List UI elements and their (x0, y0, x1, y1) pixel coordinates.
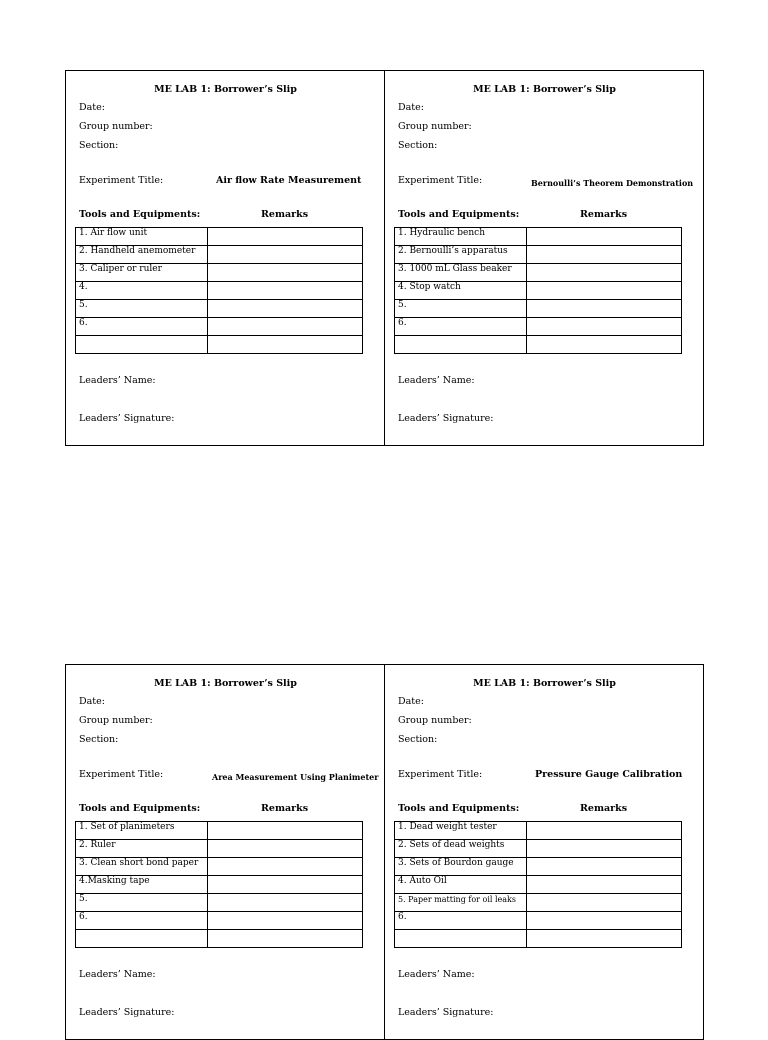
tools-label: Tools and Equipments: (79, 803, 201, 814)
group-number-label: Group number: (398, 121, 472, 132)
table-row (395, 840, 682, 858)
date-label: Date: (79, 696, 105, 707)
remarks-label: Remarks (580, 803, 628, 814)
equipment-item: 4. Auto Oil (395, 876, 527, 894)
remarks-cell (527, 318, 682, 336)
table-row (395, 246, 682, 264)
table-row (76, 228, 363, 246)
section-label: Section: (398, 140, 438, 151)
equipment-table (394, 821, 682, 948)
equipment-item: 2. Handheld anemometer (76, 246, 208, 264)
equipment-item (76, 930, 208, 948)
remarks-cell (208, 246, 363, 264)
remarks-cell (208, 300, 363, 318)
leaders-name-label: Leaders’ Name: (398, 969, 475, 980)
equipment-item: 5. (76, 894, 208, 912)
tools-label: Tools and Equipments: (398, 209, 520, 220)
experiment-title-value: Air flow Rate Measurement (216, 175, 362, 186)
equipment-item (395, 336, 527, 354)
date-label: Date: (398, 696, 424, 707)
equipment-table (394, 227, 682, 354)
table-row (395, 858, 682, 876)
remarks-cell (208, 822, 363, 840)
remarks-label: Remarks (261, 803, 309, 814)
leaders-signature-label: Leaders’ Signature: (398, 1007, 494, 1018)
remarks-cell (527, 822, 682, 840)
remarks-cell (208, 228, 363, 246)
remarks-cell (208, 282, 363, 300)
remarks-cell (208, 840, 363, 858)
table-row (395, 264, 682, 282)
table-row (395, 876, 682, 894)
table-row (76, 894, 363, 912)
experiment-title-value: Bernoulli’s Theorem Demonstration (531, 178, 694, 188)
remarks-cell (527, 282, 682, 300)
equipment-item: 5. Paper matting for oil leaks (395, 894, 527, 912)
equipment-item: 2. Sets of dead weights (395, 840, 527, 858)
equipment-item: 5. (76, 300, 208, 318)
table-row (76, 264, 363, 282)
table-row (76, 336, 363, 354)
remarks-cell (527, 894, 682, 912)
remarks-cell (527, 840, 682, 858)
slip-title: ME LAB 1: Borrower’s Slip (154, 84, 297, 95)
slip-sheet-top (65, 70, 704, 446)
slip-title: ME LAB 1: Borrower’s Slip (473, 84, 616, 95)
equipment-item: 2. Ruler (76, 840, 208, 858)
leaders-name-label: Leaders’ Name: (79, 969, 156, 980)
equipment-table (75, 227, 363, 354)
equipment-item: 6. (76, 912, 208, 930)
table-row (76, 282, 363, 300)
equipment-item: 4. Stop watch (395, 282, 527, 300)
remarks-cell (208, 912, 363, 930)
slip-sheet-bottom (65, 664, 704, 1040)
table-row (76, 822, 363, 840)
group-number-label: Group number: (79, 121, 153, 132)
remarks-cell (527, 858, 682, 876)
table-row (395, 912, 682, 930)
experiment-title-value: Area Measurement Using Planimeter (212, 772, 379, 782)
table-row (395, 336, 682, 354)
tools-label: Tools and Equipments: (398, 803, 520, 814)
table-row (76, 858, 363, 876)
equipment-item: 3. Clean short bond paper (76, 858, 208, 876)
section-label: Section: (79, 140, 119, 151)
table-row (76, 840, 363, 858)
remarks-cell (527, 246, 682, 264)
table-row (395, 282, 682, 300)
table-row (76, 930, 363, 948)
table-row (76, 876, 363, 894)
table-row (395, 228, 682, 246)
remarks-cell (527, 930, 682, 948)
tools-label: Tools and Equipments: (79, 209, 201, 220)
section-label: Section: (79, 734, 119, 745)
remarks-cell (527, 912, 682, 930)
leaders-name-label: Leaders’ Name: (79, 375, 156, 386)
equipment-item (395, 930, 527, 948)
table-row (76, 912, 363, 930)
group-number-label: Group number: (398, 715, 472, 726)
table-row (395, 930, 682, 948)
equipment-item: 1. Dead weight tester (395, 822, 527, 840)
equipment-item: 3. 1000 mL Glass beaker (395, 264, 527, 282)
equipment-table (75, 821, 363, 948)
borrowers-slip (66, 71, 385, 445)
remarks-label: Remarks (261, 209, 309, 220)
equipment-item: 1. Set of planimeters (76, 822, 208, 840)
date-label: Date: (398, 102, 424, 113)
leaders-signature-label: Leaders’ Signature: (398, 413, 494, 424)
equipment-item: 4. (76, 282, 208, 300)
table-row (395, 894, 682, 912)
leaders-name-label: Leaders’ Name: (398, 375, 475, 386)
remarks-cell (527, 228, 682, 246)
borrowers-slip (66, 665, 385, 1039)
remarks-label: Remarks (580, 209, 628, 220)
experiment-title-label: Experiment Title: (398, 175, 483, 186)
equipment-item: 2. Bernoulli’s apparatus (395, 246, 527, 264)
remarks-cell (208, 336, 363, 354)
experiment-title-label: Experiment Title: (79, 175, 164, 186)
equipment-item: 6. (395, 318, 527, 336)
remarks-cell (527, 336, 682, 354)
equipment-item (76, 336, 208, 354)
table-row (76, 318, 363, 336)
equipment-item: 6. (76, 318, 208, 336)
remarks-cell (208, 264, 363, 282)
slip-title: ME LAB 1: Borrower’s Slip (473, 678, 616, 689)
equipment-item: 1. Hydraulic bench (395, 228, 527, 246)
equipment-item: 4.Masking tape (76, 876, 208, 894)
group-number-label: Group number: (79, 715, 153, 726)
remarks-cell (208, 858, 363, 876)
table-row (395, 318, 682, 336)
remarks-cell (208, 894, 363, 912)
borrowers-slip (385, 665, 704, 1039)
remarks-cell (208, 876, 363, 894)
experiment-title-label: Experiment Title: (79, 769, 164, 780)
leaders-signature-label: Leaders’ Signature: (79, 413, 175, 424)
equipment-item: 6. (395, 912, 527, 930)
leaders-signature-label: Leaders’ Signature: (79, 1007, 175, 1018)
remarks-cell (527, 876, 682, 894)
table-row (395, 300, 682, 318)
remarks-cell (208, 930, 363, 948)
equipment-item: 1. Air flow unit (76, 228, 208, 246)
remarks-cell (527, 300, 682, 318)
table-row (395, 822, 682, 840)
table-row (76, 246, 363, 264)
equipment-item: 3. Sets of Bourdon gauge (395, 858, 527, 876)
table-row (76, 300, 363, 318)
section-label: Section: (398, 734, 438, 745)
borrowers-slip (385, 71, 704, 445)
remarks-cell (527, 264, 682, 282)
remarks-cell (208, 318, 363, 336)
equipment-item: 5. (395, 300, 527, 318)
slip-title: ME LAB 1: Borrower’s Slip (154, 678, 297, 689)
experiment-title-value: Pressure Gauge Calibration (535, 769, 683, 780)
equipment-item: 3. Caliper or ruler (76, 264, 208, 282)
experiment-title-label: Experiment Title: (398, 769, 483, 780)
date-label: Date: (79, 102, 105, 113)
